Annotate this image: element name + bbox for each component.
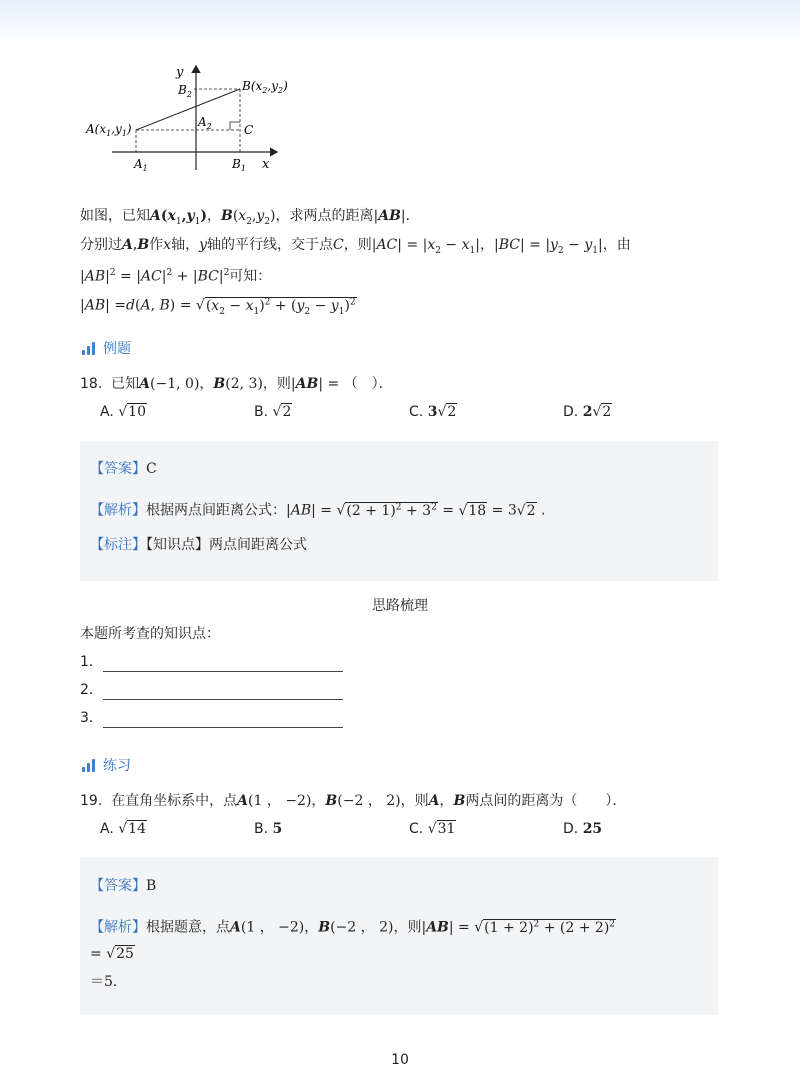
q18-analysis-line: 【解析】根据两点间距离公式：$|AB| = √(2 + 1)^2 + 3^2 = √18 = 3√2$ . xyxy=(90,502,546,519)
q18-option-d[interactable]: D. 2√2 xyxy=(563,404,612,420)
svg-text:C: C xyxy=(244,123,254,137)
bar-chart-icon xyxy=(82,341,95,355)
intro-line-2: 分别过A,B作x轴，y轴的平行线，交于点C，则$|AC| = |x_2 - x_1|$，$|BC| = |y_2 - y_1|$，由 xyxy=(80,237,631,256)
knowledge-blank-1[interactable]: 1． xyxy=(80,652,343,672)
example-section-heading xyxy=(82,338,131,358)
q18-note-line: 【标注】【知识点】两点间距离公式 xyxy=(90,537,307,553)
page-number: 10 xyxy=(391,1052,409,1068)
svg-text:A1: $A_1$ xyxy=(134,157,148,173)
q19-answer-box xyxy=(80,857,718,1015)
q19-option-a[interactable]: A. √14 xyxy=(100,821,146,837)
svg-text:B1: $B_1$ xyxy=(232,157,246,173)
q18-option-b[interactable]: B. √2 xyxy=(254,404,292,420)
q18-option-a[interactable]: A. √10 xyxy=(100,404,146,420)
thinking-title: 思路梳理 xyxy=(372,598,428,614)
page-header-band xyxy=(0,0,800,42)
knowledge-blank-3[interactable]: 3． xyxy=(80,708,343,728)
q19-step-2: = √25 xyxy=(90,946,134,962)
knowledge-blank-2[interactable]: 2． xyxy=(80,680,343,700)
intro-line-3: $|AB|^2 = |AC|^2 + |BC|^2$可知： xyxy=(80,268,272,285)
q19-option-c[interactable]: C. √31 xyxy=(409,821,456,837)
q19-option-d[interactable]: D. 25 xyxy=(563,821,603,837)
svg-text:y: y xyxy=(176,65,184,80)
svg-text:A(x1,y1): $A(x_1,y_1)$ xyxy=(86,122,132,138)
svg-text:B2: $B_2$ xyxy=(178,83,192,99)
thinking-prompt: 本题所考查的知识点： xyxy=(80,626,220,642)
svg-text:x: x xyxy=(262,157,270,172)
q18-answer-box xyxy=(80,441,718,581)
q18-option-c[interactable]: C. 3√2 xyxy=(409,404,457,420)
q19-step-3: ＝5． xyxy=(90,974,127,990)
svg-text:A2: $A_2$ xyxy=(198,115,212,131)
right-angle-mark xyxy=(230,122,240,130)
intro-line-1: 如图，已知$A(x_1,y_1)$，$B(x_2,y_2)$，求两点的距离|AB|． xyxy=(80,208,420,227)
q19-answer-line: 【答案】B xyxy=(90,878,157,894)
question-18-stem: 18. 已知A(−1, 0)，B(2, 3)，则|AB| = （ ）． xyxy=(80,376,393,392)
q18-answer-line: 【答案】C xyxy=(90,461,157,477)
coordinate-figure xyxy=(82,60,322,180)
intro-line-4: |AB| =d(A, $B) = √(x_2 - x_1)^2 + (y_2 - y_1)^2$ xyxy=(80,297,356,317)
q19-option-b[interactable]: B. 5 xyxy=(254,821,283,837)
q19-analysis-line: 【解析】根据题意，点A(1 ， −2)，B(−2 ， 2)，则$|AB| = √(1 + 2)^2 + (2 + 2)^2$ xyxy=(90,919,616,936)
section-title: 例题 xyxy=(103,341,131,357)
practice-section-heading xyxy=(82,755,131,775)
question-19-stem: 19. 在直角坐标系中，点A(1 ， −2)，B(−2 ， 2)，则A，B两点间的距离为（ ）． xyxy=(80,793,627,809)
svg-text:B(x2,y2): $B(x_2,y_2)$ xyxy=(242,79,288,95)
bar-chart-icon xyxy=(82,758,95,772)
section-title: 练习 xyxy=(103,758,131,774)
